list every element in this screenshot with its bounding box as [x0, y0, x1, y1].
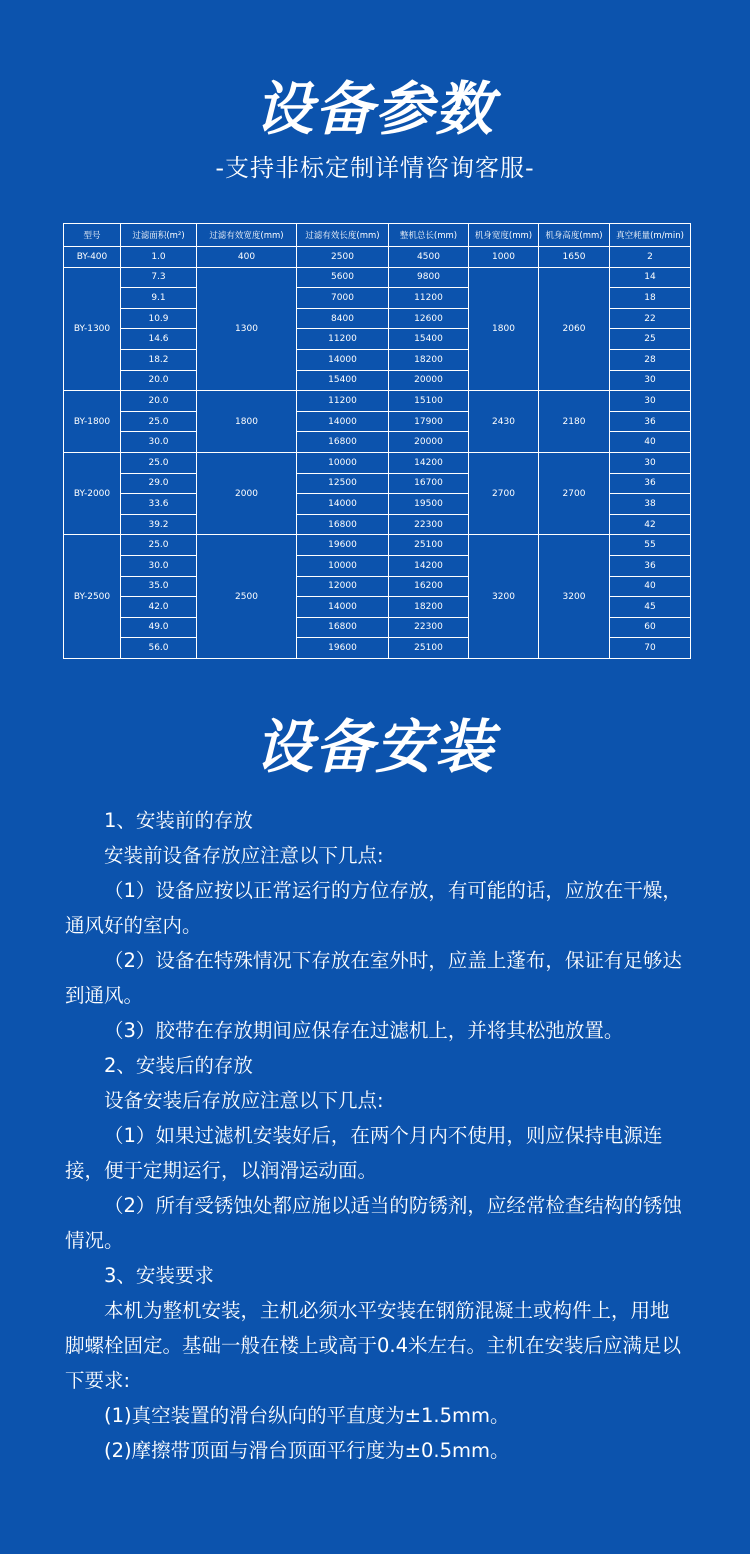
spec-table-body	[64, 247, 691, 659]
model-cell: BY-2000	[64, 452, 121, 534]
paragraph: 设备安装后存放应注意以下几点:	[104, 1089, 384, 1112]
total-length-cell: 22300	[389, 514, 469, 535]
spec-table-head	[64, 224, 691, 247]
model-cell: BY-400	[64, 247, 121, 268]
section-title-installation: 设备安装	[254, 713, 495, 781]
vacuum-cell: 30	[610, 370, 691, 391]
width-cell: 2000	[197, 452, 297, 534]
model-cell: BY-1300	[64, 267, 121, 391]
total-length-cell: 20000	[389, 370, 469, 391]
paragraph: (1)真空装置的滑台纵向的平直度为±1.5mm。	[104, 1404, 510, 1427]
table-row	[64, 247, 691, 268]
model-cell: BY-2500	[64, 535, 121, 659]
paragraph: （2）设备在特殊情况下存放在室外时，应盖上蓬布，保证有足够达到通风。	[65, 949, 682, 1007]
vacuum-cell: 40	[610, 576, 691, 597]
paragraph: （1）如果过滤机安装好后，在两个月内不使用，则应保持电源连接，便于定期运行，以润滑运动面。	[65, 1124, 663, 1182]
length-cell: 2500	[297, 247, 389, 268]
length-cell: 16800	[297, 617, 389, 638]
total-length-cell: 16200	[389, 576, 469, 597]
vacuum-cell: 14	[610, 267, 691, 288]
vacuum-cell: 70	[610, 638, 691, 659]
table-row	[64, 452, 691, 473]
table-row	[64, 535, 691, 556]
area-cell: 33.6	[121, 494, 197, 515]
area-cell: 9.1	[121, 288, 197, 309]
vacuum-cell: 25	[610, 329, 691, 350]
total-length-cell: 12600	[389, 308, 469, 329]
paragraph: 3、安装要求	[104, 1264, 214, 1287]
length-cell: 15400	[297, 370, 389, 391]
total-length-cell: 14200	[389, 555, 469, 576]
area-cell: 7.3	[121, 267, 197, 288]
length-cell: 10000	[297, 452, 389, 473]
vacuum-cell: 55	[610, 535, 691, 556]
area-cell: 20.0	[121, 391, 197, 412]
vacuum-cell: 40	[610, 432, 691, 453]
vacuum-cell: 36	[610, 555, 691, 576]
total-length-cell: 18200	[389, 349, 469, 370]
length-cell: 19600	[297, 535, 389, 556]
width-cell: 2500	[197, 535, 297, 659]
body-width-cell: 2430	[469, 391, 539, 453]
body-width-cell: 2700	[469, 452, 539, 534]
total-length-cell: 18200	[389, 597, 469, 618]
area-cell: 25.0	[121, 411, 197, 432]
vacuum-cell: 38	[610, 494, 691, 515]
length-cell: 7000	[297, 288, 389, 309]
length-cell: 8400	[297, 308, 389, 329]
width-cell: 1300	[197, 267, 297, 391]
column-header: 机身高度(mm)	[539, 224, 610, 247]
length-cell: 14000	[297, 411, 389, 432]
column-header: 机身宽度(mm)	[469, 224, 539, 247]
area-cell: 30.0	[121, 432, 197, 453]
body-height-cell: 1650	[539, 247, 610, 268]
vacuum-cell: 2	[610, 247, 691, 268]
table-row	[64, 267, 691, 288]
total-length-cell: 25100	[389, 638, 469, 659]
vacuum-cell: 22	[610, 308, 691, 329]
paragraph: 1、安装前的存放	[104, 809, 253, 832]
body-height-cell: 3200	[539, 535, 610, 659]
body-width-cell: 3200	[469, 535, 539, 659]
length-cell: 19600	[297, 638, 389, 659]
model-cell: BY-1800	[64, 391, 121, 453]
vacuum-cell: 36	[610, 411, 691, 432]
vacuum-cell: 28	[610, 349, 691, 370]
body-height-cell: 2700	[539, 452, 610, 534]
area-cell: 35.0	[121, 576, 197, 597]
area-cell: 25.0	[121, 535, 197, 556]
column-header: 整机总长(mm)	[389, 224, 469, 247]
table-row	[64, 391, 691, 412]
length-cell: 14000	[297, 494, 389, 515]
body-width-cell: 1000	[469, 247, 539, 268]
paragraph: (2)摩擦带顶面与滑台顶面平行度为±0.5mm。	[104, 1439, 510, 1462]
paragraph: 安装前设备存放应注意以下几点:	[104, 844, 384, 867]
column-header: 过滤有效长度(mm)	[297, 224, 389, 247]
paragraph: 2、安装后的存放	[104, 1054, 253, 1077]
body-height-cell: 2180	[539, 391, 610, 453]
length-cell: 12500	[297, 473, 389, 494]
area-cell: 10.9	[121, 308, 197, 329]
area-cell: 18.2	[121, 349, 197, 370]
paragraph: （1）设备应按以正常运行的方位存放，有可能的话，应放在干燥，通风好的室内。	[65, 879, 682, 937]
total-length-cell: 19500	[389, 494, 469, 515]
vacuum-cell: 36	[610, 473, 691, 494]
total-length-cell: 20000	[389, 432, 469, 453]
total-length-cell: 25100	[389, 535, 469, 556]
length-cell: 11200	[297, 329, 389, 350]
area-cell: 30.0	[121, 555, 197, 576]
paragraph: 本机为整机安装，主机必须水平安装在钢筋混凝土或构件上，用地脚螺栓固定。基础一般在楼上或高于0.4米左右。主机在安装后应满足以下要求:	[65, 1299, 682, 1392]
column-header: 过滤面积(m²)	[121, 224, 197, 247]
total-length-cell: 14200	[389, 452, 469, 473]
total-length-cell: 16700	[389, 473, 469, 494]
length-cell: 5600	[297, 267, 389, 288]
length-cell: 12000	[297, 576, 389, 597]
area-cell: 14.6	[121, 329, 197, 350]
area-cell: 49.0	[121, 617, 197, 638]
area-cell: 29.0	[121, 473, 197, 494]
length-cell: 11200	[297, 391, 389, 412]
total-length-cell: 17900	[389, 411, 469, 432]
column-header: 真空耗量(m/min)	[610, 224, 691, 247]
length-cell: 14000	[297, 349, 389, 370]
vacuum-cell: 30	[610, 452, 691, 473]
total-length-cell: 11200	[389, 288, 469, 309]
vacuum-cell: 45	[610, 597, 691, 618]
section-subtitle: -支持非标定制详情咨询客服-	[215, 154, 535, 182]
header-row	[64, 224, 691, 247]
length-cell: 14000	[297, 597, 389, 618]
width-cell: 1800	[197, 391, 297, 453]
vacuum-cell: 18	[610, 288, 691, 309]
area-cell: 20.0	[121, 370, 197, 391]
total-length-cell: 22300	[389, 617, 469, 638]
column-header: 型号	[64, 224, 121, 247]
vacuum-cell: 60	[610, 617, 691, 638]
area-cell: 1.0	[121, 247, 197, 268]
vacuum-cell: 30	[610, 391, 691, 412]
area-cell: 56.0	[121, 638, 197, 659]
spec-table	[63, 223, 691, 659]
width-cell: 400	[197, 247, 297, 268]
installation-text	[65, 803, 687, 1468]
length-cell: 10000	[297, 555, 389, 576]
total-length-cell: 4500	[389, 247, 469, 268]
column-header: 过滤有效宽度(mm)	[197, 224, 297, 247]
paragraph: （3）胶带在存放期间应保存在过滤机上，并将其松弛放置。	[104, 1019, 624, 1042]
total-length-cell: 15400	[389, 329, 469, 350]
vacuum-cell: 42	[610, 514, 691, 535]
area-cell: 25.0	[121, 452, 197, 473]
area-cell: 39.2	[121, 514, 197, 535]
length-cell: 16800	[297, 432, 389, 453]
body-height-cell: 2060	[539, 267, 610, 391]
area-cell: 42.0	[121, 597, 197, 618]
body-width-cell: 1800	[469, 267, 539, 391]
length-cell: 16800	[297, 514, 389, 535]
section-title-parameters: 设备参数	[254, 75, 495, 143]
total-length-cell: 9800	[389, 267, 469, 288]
total-length-cell: 15100	[389, 391, 469, 412]
paragraph: （2）所有受锈蚀处都应施以适当的防锈剂，应经常检查结构的锈蚀情况。	[65, 1194, 682, 1252]
